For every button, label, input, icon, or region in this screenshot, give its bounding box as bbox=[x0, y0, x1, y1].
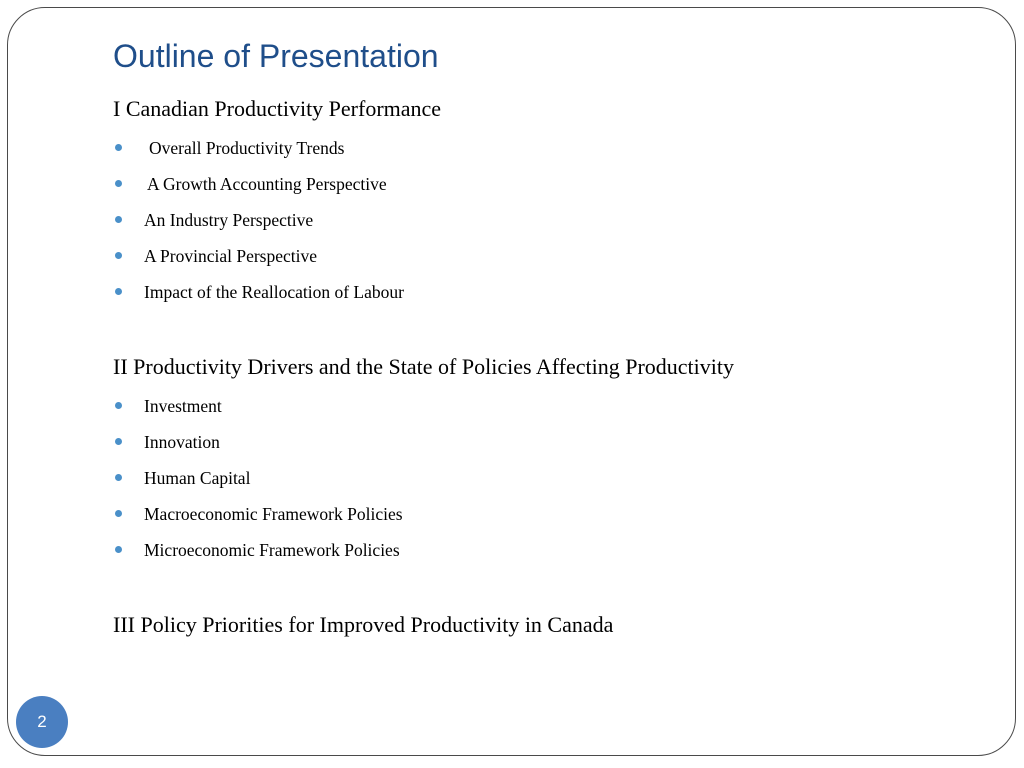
bullet-icon bbox=[115, 438, 122, 445]
bullet-icon bbox=[115, 288, 122, 295]
bullet-text: Macroeconomic Framework Policies bbox=[144, 504, 403, 524]
bullet-icon bbox=[115, 474, 122, 481]
bullet-icon bbox=[115, 252, 122, 259]
bullet-icon bbox=[115, 546, 122, 553]
bullet-text: Investment bbox=[144, 396, 222, 416]
slide-number-badge: 2 bbox=[16, 696, 68, 748]
bullet-icon bbox=[115, 510, 122, 517]
bullet-icon bbox=[115, 402, 122, 409]
bullet-text: A Growth Accounting Perspective bbox=[147, 174, 387, 194]
bullet-text: Impact of the Reallocation of Labour bbox=[144, 282, 404, 302]
bullet-text: An Industry Perspective bbox=[144, 210, 314, 230]
bullet-text: Innovation bbox=[144, 432, 220, 452]
bullet-text: Overall Productivity Trends bbox=[149, 138, 345, 158]
bullet-text: A Provincial Perspective bbox=[144, 246, 318, 266]
bullet-icon bbox=[115, 216, 122, 223]
section-heading-3: III Policy Priorities for Improved Productivity in Canada bbox=[113, 612, 614, 637]
section-heading-1: I Canadian Productivity Performance bbox=[113, 96, 442, 121]
bullet-text: Microeconomic Framework Policies bbox=[144, 540, 400, 560]
bullet-icon bbox=[115, 180, 122, 187]
bullet-text: Human Capital bbox=[144, 468, 251, 488]
section-heading-2: II Productivity Drivers and the State of Policies Affecting Productivity bbox=[113, 354, 734, 379]
bullet-icon bbox=[115, 144, 122, 151]
slide-title: Outline of Presentation bbox=[113, 38, 439, 74]
